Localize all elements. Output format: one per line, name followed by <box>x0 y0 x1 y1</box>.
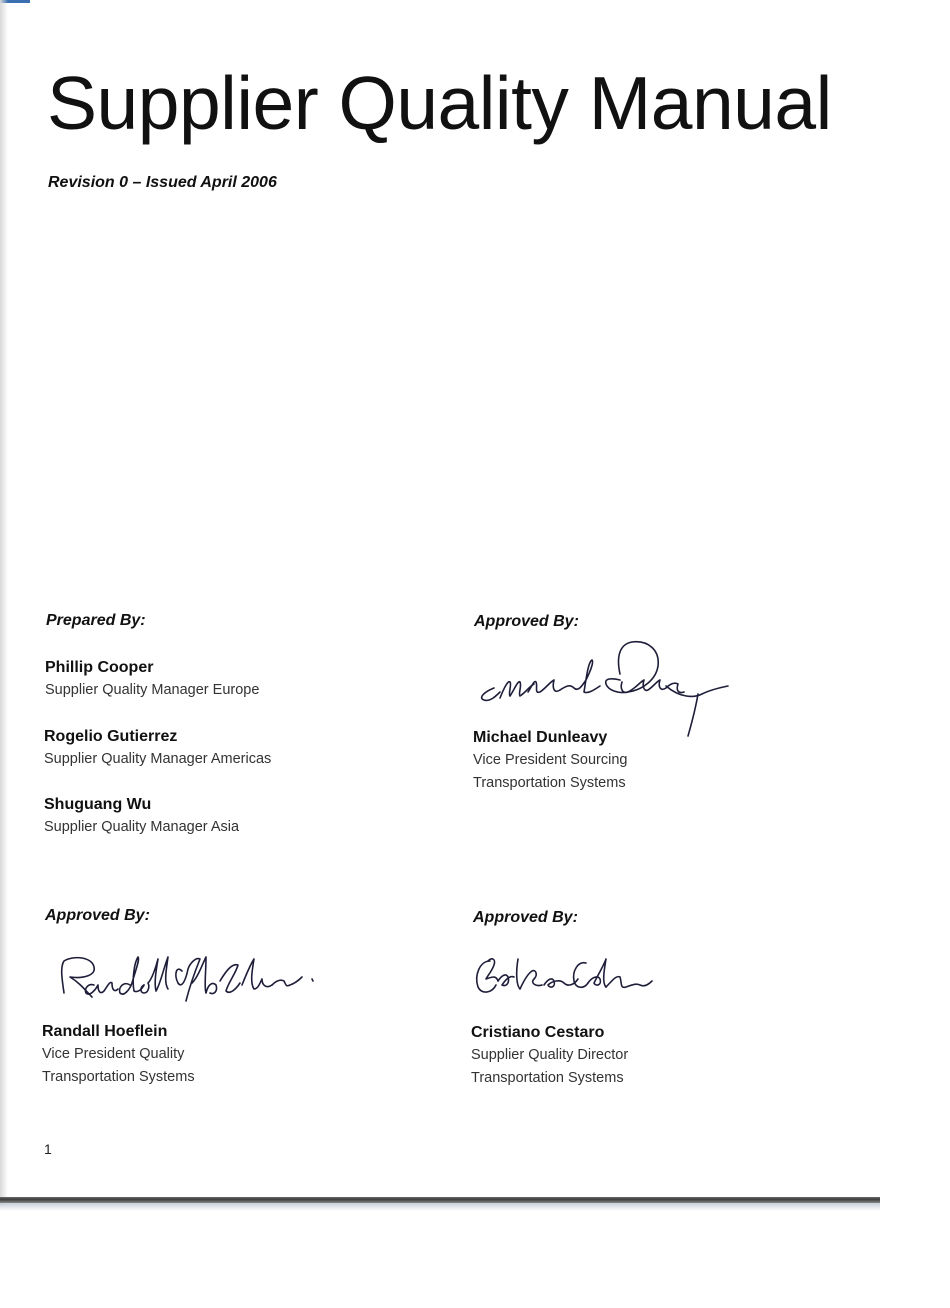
approver-name: Michael Dunleavy <box>473 729 608 746</box>
preparer-role: Supplier Quality Manager Americas <box>44 751 272 767</box>
preparer-name: Shuguang Wu <box>44 796 152 813</box>
preparer-role: Supplier Quality Manager Asia <box>44 819 240 835</box>
approver-org: Transportation Systems <box>471 1070 624 1086</box>
preparer-role: Supplier Quality Manager Europe <box>45 682 260 698</box>
preparer-name: Phillip Cooper <box>45 659 154 676</box>
approver-role: Vice President Sourcing <box>473 752 628 768</box>
approved-by-label: Approved By: <box>473 909 578 926</box>
scan-shade-left <box>0 0 8 1205</box>
preparer-1 <box>45 656 259 702</box>
approver-org: Transportation Systems <box>42 1069 195 1085</box>
approved-by-label: Approved By: <box>45 907 150 924</box>
approved-by-label: Approved By: <box>474 613 579 630</box>
approver-michael-dunleavy <box>473 726 628 795</box>
signature-cristiano-cestaro <box>466 945 666 1015</box>
document-title: Supplier Quality Manual <box>47 61 832 145</box>
preparer-3 <box>44 793 239 839</box>
page-number: 1 <box>44 1141 52 1157</box>
approver-randall-hoeflein <box>42 1020 195 1089</box>
approver-org: Transportation Systems <box>473 775 626 791</box>
approver-cristiano-cestaro <box>471 1021 628 1090</box>
signature-randall-hoeflein <box>40 945 320 1015</box>
scan-shadow-bottom <box>0 1203 880 1211</box>
approver-name: Cristiano Cestaro <box>471 1024 605 1041</box>
approver-role: Vice President Quality <box>42 1046 185 1062</box>
preparer-name: Rogelio Gutierrez <box>44 728 178 745</box>
prepared-by-label: Prepared By: <box>46 612 146 629</box>
approver-role: Supplier Quality Director <box>471 1047 629 1063</box>
approver-name: Randall Hoeflein <box>42 1023 168 1040</box>
revision-line: Revision 0 – Issued April 2006 <box>48 174 277 191</box>
preparer-2 <box>44 725 271 771</box>
